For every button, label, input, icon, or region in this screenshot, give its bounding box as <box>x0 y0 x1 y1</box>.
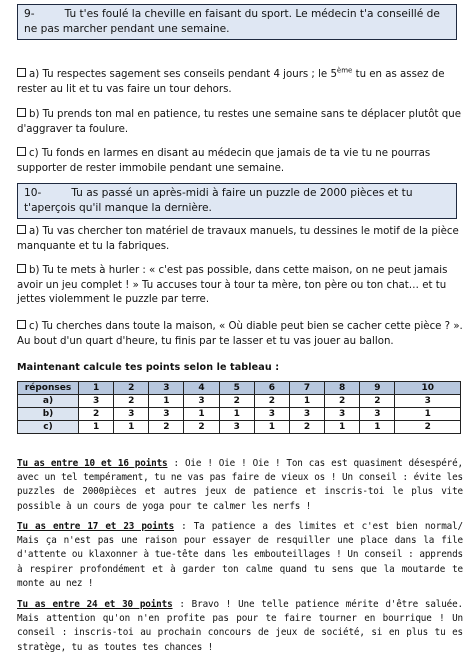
checkbox-icon[interactable] <box>17 108 26 117</box>
question-10-text: Tu as passé un après-midi à faire un puzzle de 2000 pièces et tu t'aperçois qu'il manque la dernière. <box>24 187 413 214</box>
checkbox-icon[interactable] <box>17 225 26 234</box>
table-cell: 2 <box>395 421 461 434</box>
question-10-option-c[interactable]: c) Tu cherches dans toute la maison, « Où diable peut bien se cacher cette pièce ? ». Au bout d'un quart d'heure, tu finis par te lasser et tu vas jouer au ballon. <box>17 321 463 347</box>
table-row-label: c) <box>18 421 79 434</box>
table-header-row <box>18 382 461 395</box>
table-header-cell: 10 <box>395 382 461 395</box>
table-header-cell: 2 <box>114 382 149 395</box>
checkbox-icon[interactable] <box>17 264 26 273</box>
table-row <box>18 421 461 434</box>
table-cell: 2 <box>289 421 324 434</box>
table-cell: 3 <box>289 408 324 421</box>
question-10-box <box>17 183 457 219</box>
result-text: : Oie ! Oie ! Oie ! Ton cas est quasiment désespéré, avec un tel tempérament, tu ne vas pas faire de vieux os ! Un conseil : évite les puzzles de 2000pièces et autres jeux de patience et inscris-toi le plus vite possible à un cours de yoga pour te calmer les nerfs ! <box>17 458 463 512</box>
table-cell: 1 <box>360 421 395 434</box>
table-header-cell: 1 <box>79 382 114 395</box>
result-heading: Tu as entre 17 et 23 points <box>17 521 175 532</box>
table-header-cell: 9 <box>360 382 395 395</box>
question-9-text: Tu t'es foulé la cheville en faisant du sport. Le médecin t'a conseillé de ne pas marcher pendant une semaine. <box>24 8 440 35</box>
result-text: : Bravo ! Une telle patience mérite d'être saluée. Mais attention qu'on n'en profite pas pour te faire tourner en bourrique ! Un conseil : inscris-toi au prochain concours de jeux de société, si en plus tu es stratège, tu as toutes tes chances ! <box>17 599 464 653</box>
table-cell: 2 <box>79 408 114 421</box>
table-cell: 1 <box>325 421 360 434</box>
table-cell: 3 <box>360 408 395 421</box>
table-cell: 2 <box>149 421 184 434</box>
table-cell: 1 <box>219 408 254 421</box>
table-cell: 2 <box>184 421 219 434</box>
table-cell: 3 <box>325 408 360 421</box>
table-row <box>18 408 461 421</box>
result-text: : Ta patience a des limites et c'est bien normal/ Mais ça n'est pas une raison pour essayer de resquiller une place dans la file d'attente ou klaxonner à tue-tête dans les embouteillages ! Un conseil : apprends à respirer profondément et à garder ton calme quand tu sens que la moutarde te monte au nez ! <box>17 521 463 589</box>
result-paragraph-2 <box>17 520 463 591</box>
table-cell: 3 <box>219 421 254 434</box>
table-row-label: b) <box>18 408 79 421</box>
table-cell: 1 <box>395 408 461 421</box>
table-cell: 3 <box>395 395 461 408</box>
result-heading: Tu as entre 10 et 16 points <box>17 458 168 469</box>
table-cell: 2 <box>325 395 360 408</box>
checkbox-icon[interactable] <box>17 147 26 156</box>
table-cell: 1 <box>289 395 324 408</box>
question-9-option-b[interactable]: b) Tu prends ton mal en patience, tu restes une semaine sans te déplacer plutôt que d'aggraver ta foulure. <box>17 109 461 135</box>
table-cell: 3 <box>114 408 149 421</box>
table-cell: 1 <box>184 408 219 421</box>
question-10-option-a[interactable]: a) Tu vas chercher ton matériel de travaux manuels, tu dessines le motif de la pièce manquante et tu la fabriques. <box>17 226 459 252</box>
question-9-option-c[interactable]: c) Tu fonds en larmes en disant au médecin que jamais de ta vie tu ne pourras supporter de rester immobile pendant une semaine. <box>17 148 431 174</box>
question-9-box <box>17 4 457 40</box>
table-cell: 3 <box>79 395 114 408</box>
table-cell: 2 <box>114 395 149 408</box>
table-header-cell: réponses <box>18 382 79 395</box>
result-paragraph-1 <box>17 457 463 514</box>
table-cell: 2 <box>219 395 254 408</box>
table-header-cell: 3 <box>149 382 184 395</box>
table-cell: 1 <box>79 421 114 434</box>
question-10-option-b[interactable]: b) Tu te mets à hurler : « c'est pas possible, dans cette maison, on ne peut jamais avoir un jeu complet ! » Tu accuses tour à tour ta mère, ton père ou ton chat… et tu jettes violemment le puzzle par terre. <box>17 265 448 305</box>
table-cell: 3 <box>149 408 184 421</box>
checkbox-icon[interactable] <box>17 320 26 329</box>
table-header-cell: 7 <box>289 382 324 395</box>
table-cell: 1 <box>149 395 184 408</box>
table-header-cell: 4 <box>184 382 219 395</box>
table-header-cell: 5 <box>219 382 254 395</box>
table-cell: 1 <box>254 421 289 434</box>
table-header-cell: 6 <box>254 382 289 395</box>
result-paragraph-3 <box>17 598 463 655</box>
table-cell: 1 <box>114 421 149 434</box>
table-cell: 3 <box>184 395 219 408</box>
result-heading: Tu as entre 24 et 30 points <box>17 599 173 610</box>
table-header-cell: 8 <box>325 382 360 395</box>
score-table <box>17 381 461 434</box>
table-cell: 2 <box>360 395 395 408</box>
table-row-label: a) <box>18 395 79 408</box>
table-cell: 3 <box>254 408 289 421</box>
question-10-number: 10- <box>24 187 42 199</box>
checkbox-icon[interactable] <box>17 68 26 77</box>
table-cell: 2 <box>254 395 289 408</box>
question-9-number: 9- <box>24 8 35 20</box>
table-row <box>18 395 461 408</box>
question-9-option-a[interactable]: a) Tu respectes sagement ses conseils pendant 4 jours ; le 5ème tu en as assez de rester au lit et tu vas faire un tour dehors. <box>17 66 445 95</box>
score-intro: Maintenant calcule tes points selon le tableau : <box>17 362 280 373</box>
